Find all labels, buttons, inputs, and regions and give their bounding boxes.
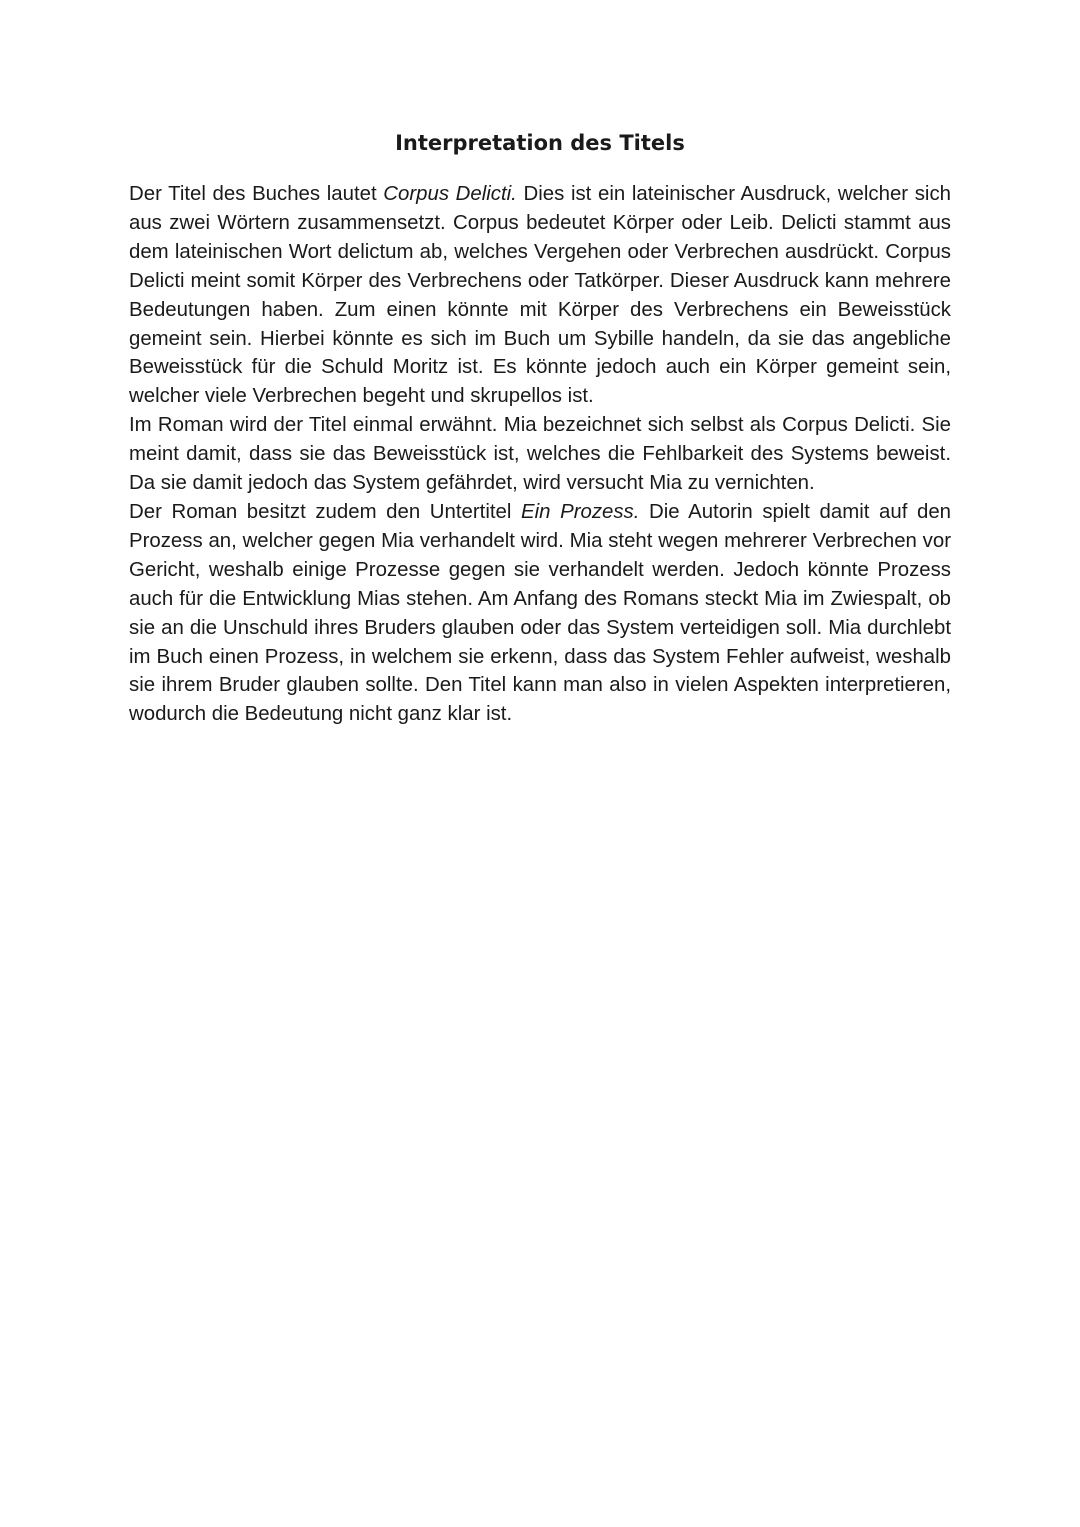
paragraph-text: Dies ist ein lateinischer Ausdruck, welcher sich aus zwei Wörtern zusammensetzt. Corpus bedeutet Körper oder Leib. Delicti stammt aus dem lateinischen Wort delictum ab, welches Vergehen oder Verbrechen ausdrückt. Corpus Delicti meint somit Körper des Verbrechens oder Tatkörper. Dieser Ausdruck kann mehrere Bedeutungen haben. Zum einen könnte mit Körper des Verbrechens ein Beweisstück gemeint sein. Hierbei könnte es sich im Buch um Sybille handeln, da sie das angebliche Beweisstück für die Schuld Moritz ist. Es könnte jedoch auch ein Körper gemeint sein, welcher viele Verbrechen begeht und skrupellos ist. — [129, 183, 951, 408]
paragraph-text: Im Roman wird der Titel einmal erwähnt. Mia bezeichnet sich selbst als Corpus Delicti. Sie meint damit, dass sie das Beweisstück ist, welches die Fehlbarkeit des Systems beweist. Da sie damit jedoch das System gefährdet, wird versucht Mia zu vernichten. — [129, 414, 951, 495]
book-title-italic: Corpus Delicti. — [383, 183, 517, 205]
subtitle-italic: Ein Prozess. — [521, 500, 640, 523]
paragraph-text: Die Autorin spielt damit auf den Prozess an, welcher gegen Mia verhandelt wird. Mia steht wegen mehrerer Verbrechen vor Gericht, weshalb einige Prozesse gegen sie verhandelt werden. Jedoch könnte Prozess auch für die Entwicklung Mias stehen. Am Anfang des Romans steckt Mia im Zwiespalt, ob sie an die Unschuld ihres Bruders glauben oder das System verteidigen soll. Mia durchlebt im Buch einen Prozess, in welchem sie erkenn, dass das System Fehler aufweist, weshalb sie ihrem Bruder glauben sollte. Den Titel kann man also in vielen Aspekten interpretieren, wodurch die Bedeutung nicht ganz klar ist. — [129, 500, 951, 726]
paragraph-text: Der Titel des Buches lautet — [129, 183, 384, 205]
paragraph — [129, 498, 951, 729]
paragraph — [129, 180, 951, 411]
paragraph-text: Der Roman besitzt zudem den Untertitel — [129, 500, 522, 523]
document-body — [129, 180, 951, 729]
document-title: Interpretation des Titels — [395, 131, 685, 155]
paragraph — [129, 411, 951, 498]
